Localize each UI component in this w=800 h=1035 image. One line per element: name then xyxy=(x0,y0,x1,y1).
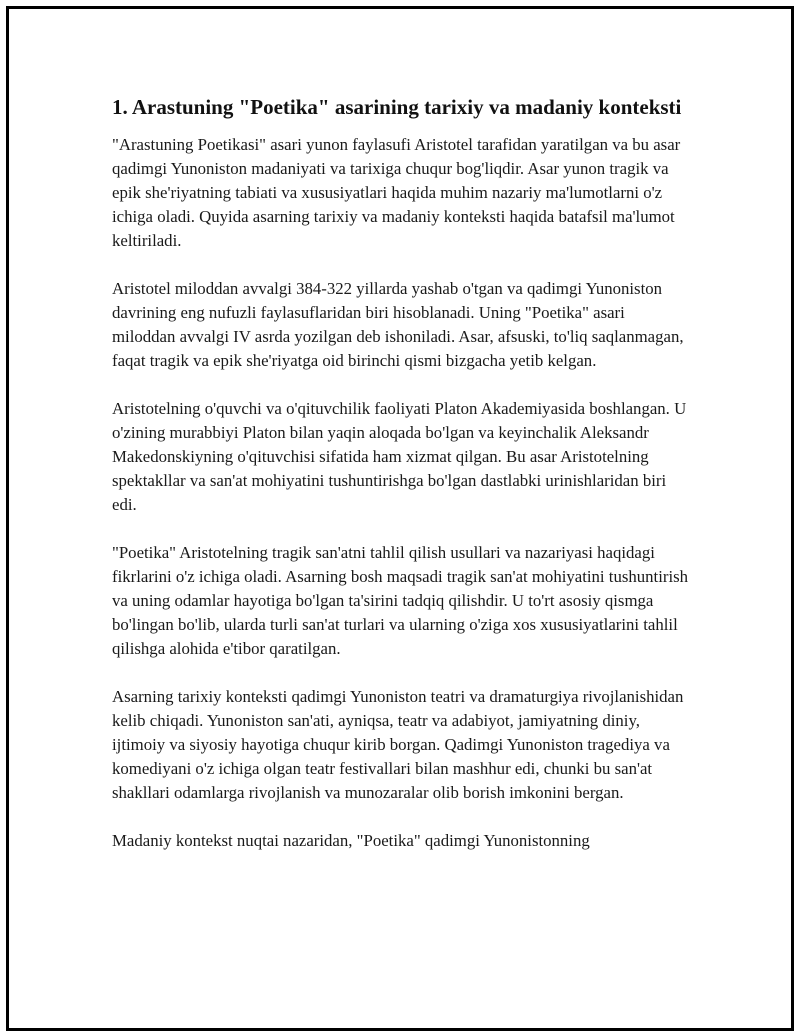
paragraph-3: Aristotelning o'quvchi va o'qituvchilik faoliyati Platon Akademiyasida boshlangan. U o'zining murabbiyi Platon bilan yaqin aloqada bo'lgan va keyinchalik Aleksandr Makedonskiyning o'qituvchisi sifatida ham xizmat qilgan. Bu asar Aristotelning spektakllar va san'at mohiyatini tushuntirishga bo'lgan dastlabki urinishlaridan biri edi. xyxy=(112,399,687,514)
paragraph-2: Aristotel miloddan avvalgi 384-322 yillarda yashab o'tgan va qadimgi Yunoniston davrining eng nufuzli faylasuflaridan biri hisoblanadi. Uning "Poetika" asari miloddan avvalgi IV asrda yozilgan deb ishoniladi. Asar, afsuski, to'liq saqlanmagan, faqat tragik va epik she'riyatga oid birinchi qismi bizgacha yetib kelgan. xyxy=(112,279,684,370)
paragraph-6: Madaniy kontekst nuqtai nazaridan, "Poetika" qadimgi Yunonistonning xyxy=(112,831,590,850)
document-body xyxy=(112,93,690,877)
paragraph-5: Asarning tarixiy konteksti qadimgi Yunoniston teatri va dramaturgiya rivojlanishidan kelib chiqadi. Yunoniston san'ati, ayniqsa, teatr va adabiyot, jamiyatning diniy, ijtimoiy va siyosiy hayotiga chuqur kirib borgan. Qadimgi Yunoniston tragediya va komediyani o'z ichiga olgan teatr festivallari bilan mashhur edi, chunki bu san'at shakllari odamlarga rivojlanish va munozaralar olib borish imkonini bergan. xyxy=(112,687,684,802)
paragraph-1: "Arastuning Poetikasi" asari yunon faylasufi Aristotel tarafidan yaratilgan va bu asar qadimgi Yunoniston madaniyati va tarixiga chuqur bog'liqdir. Asar yunon tragik va epik she'riyatning tabiati va xususiyatlari haqida muhim nazariy ma'lumotlarni o'z ichiga oladi. Quyida asarning tarixiy va madaniy konteksti haqida batafsil ma'lumot keltiriladi. xyxy=(112,135,681,250)
section-heading: 1. Arastuning "Poetika" asarining tarixiy va madaniy konteksti xyxy=(112,95,682,119)
paragraph-4: "Poetika" Aristotelning tragik san'atni tahlil qilish usullari va nazariyasi haqidagi fikrlarini o'z ichiga oladi. Asarning bosh maqsadi tragik san'at mohiyatini tushuntirish va uning odamlar hayotiga bo'lgan ta'sirini tadqiq qilishdir. U to'rt asosiy qismga bo'lingan bo'lib, ularda turli san'at turlari va ularning o'ziga xos xususiyatlarini tahlil qilishga alohida e'tibor qaratilgan. xyxy=(112,543,689,658)
